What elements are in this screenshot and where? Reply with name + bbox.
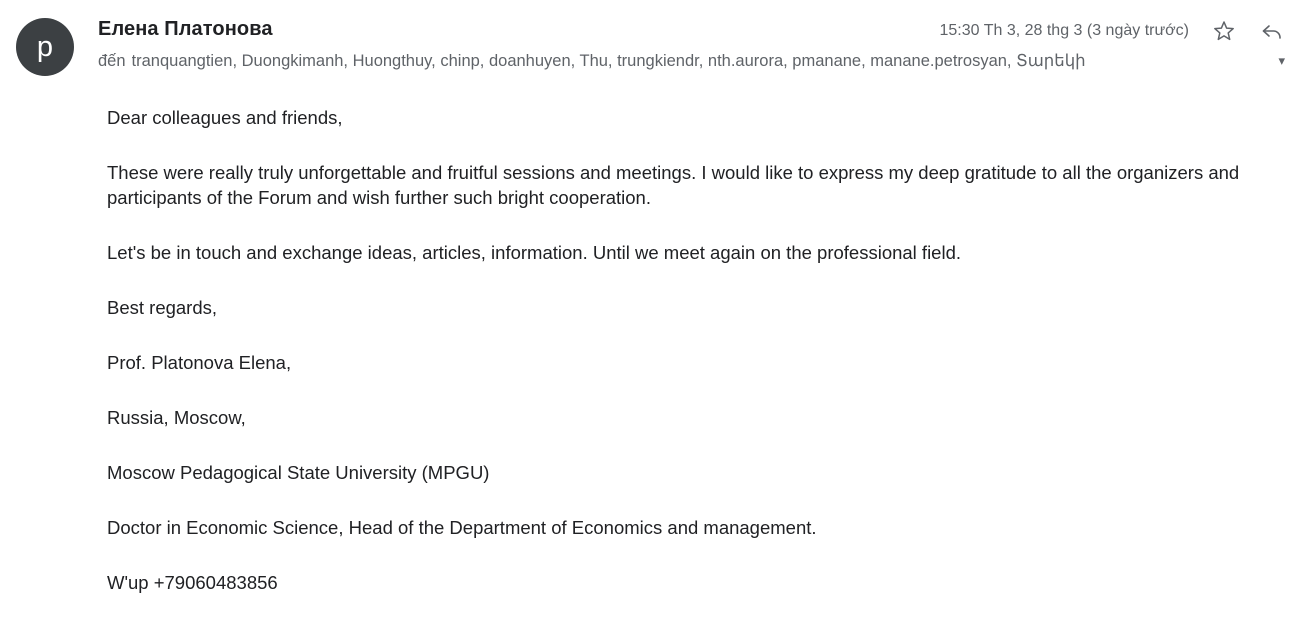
reply-icon[interactable] (1259, 18, 1285, 44)
message-timestamp: 15:30 Th 3, 28 thg 3 (3 ngày trước) (939, 22, 1189, 39)
body-paragraph: Doctor in Economic Science, Head of the Department of Economics and management. (107, 516, 817, 538)
header-top-row (98, 18, 1285, 44)
body-paragraph: Dear colleagues and friends, (107, 107, 343, 128)
body-paragraph: Let's be in touch and exchange ideas, articles, information. Until we meet again on the professional field. (107, 241, 962, 263)
body-paragraph: W'up +79060483856 (107, 571, 278, 593)
body-paragraph: Best regards, (107, 296, 218, 318)
message-header (0, 0, 1307, 76)
recipients-row (98, 51, 1285, 71)
body-paragraph: Moscow Pedagogical State University (MPGU) (107, 461, 490, 483)
header-main (74, 18, 1285, 71)
message-body (0, 76, 1307, 596)
body-paragraph: Russia, Moscow, (107, 406, 246, 428)
body-paragraph: Prof. Platonova Elena, (107, 351, 292, 373)
header-actions (922, 18, 1286, 44)
chevron-down-icon[interactable]: ▾ (1278, 53, 1285, 68)
body-paragraph: These were really truly unforgettable and fruitful sessions and meetings. I would like to express my deep gratitude to all the organizers and participants of the Forum and wish further such bright cooperation. (107, 161, 1240, 208)
star-icon[interactable] (1211, 18, 1237, 44)
avatar: p (16, 18, 74, 76)
sender-name: Елена Платонова (98, 18, 273, 40)
to-label: đến (98, 52, 126, 70)
recipients-list: tranquangtien, Duongkimanh, Huongthuy, chinp, doanhuyen, Thu, trungkiendr, nth.aurora, pmanane, manane.petrosyan, Տարեկի (131, 52, 1086, 70)
